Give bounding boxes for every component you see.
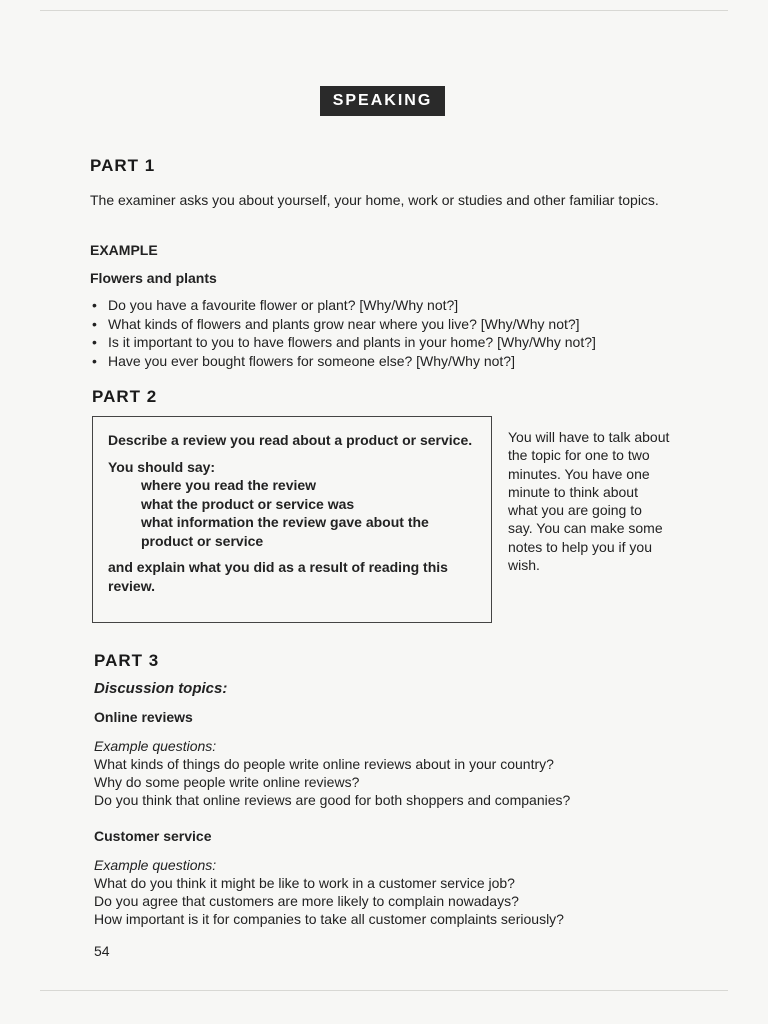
part1-topic-title: Flowers and plants [90,270,217,286]
part3-heading: PART 3 [94,651,160,670]
cue-card-title: Describe a review you read about a product or service. [108,432,473,448]
cue-card [92,416,492,623]
list-item: • Do you have a favourite flower or plant? [Why/Why not?] [90,296,596,315]
topic-questions-online-reviews [94,737,570,809]
example-questions-label: Example questions: [94,738,217,754]
cue-card-point: what the product or service was [141,495,355,512]
list-item: What kinds of things do people write online reviews about in your country? [94,756,554,772]
part2-instructions: You will have to talk about the topic for one to two minutes. You have one minute to think about what you are going to say. You can make some notes to help you if you wish. [508,429,670,574]
top-divider [40,10,728,11]
discussion-topics-label: Discussion topics: [94,680,228,697]
cue-card-point: what information the review gave about the product or service [141,514,429,549]
list-item: What do you think it might be like to work in a customer service job? [94,875,515,891]
part1-question-list [90,296,596,370]
page-number: 54 [94,943,110,959]
list-item: • What kinds of flowers and plants grow near where you live? [Why/Why not?] [90,315,596,334]
part2-heading: PART 2 [92,387,158,406]
cue-card-should-say: You should say: [108,458,216,475]
part1-example-label: EXAMPLE [90,242,158,258]
example-questions-label: Example questions: [94,857,217,873]
list-item: • Have you ever bought flowers for someone else? [Why/Why not?] [90,352,596,371]
topic-title-customer-service: Customer service [94,828,212,844]
list-item: Do you think that online reviews are good for both shoppers and companies? [94,792,571,808]
bottom-divider [40,990,728,991]
list-item: Why do some people write online reviews? [94,774,360,790]
topic-title-online-reviews: Online reviews [94,709,193,725]
list-item: Do you agree that customers are more likely to complain nowadays? [94,893,519,909]
part1-heading: PART 1 [90,156,156,175]
section-badge: SPEAKING [320,86,445,116]
cue-card-point: where you read the review [141,477,317,493]
part1-intro: The examiner asks you about yourself, your home, work or studies and other familiar topics. [90,192,659,208]
list-item: How important is it for companies to take all customer complaints seriously? [94,911,564,927]
list-item: • Is it important to you to have flowers and plants in your home? [Why/Why not?] [90,333,596,352]
topic-questions-customer-service [94,856,564,928]
cue-card-closing: and explain what you did as a result of reading this review. [108,559,448,594]
